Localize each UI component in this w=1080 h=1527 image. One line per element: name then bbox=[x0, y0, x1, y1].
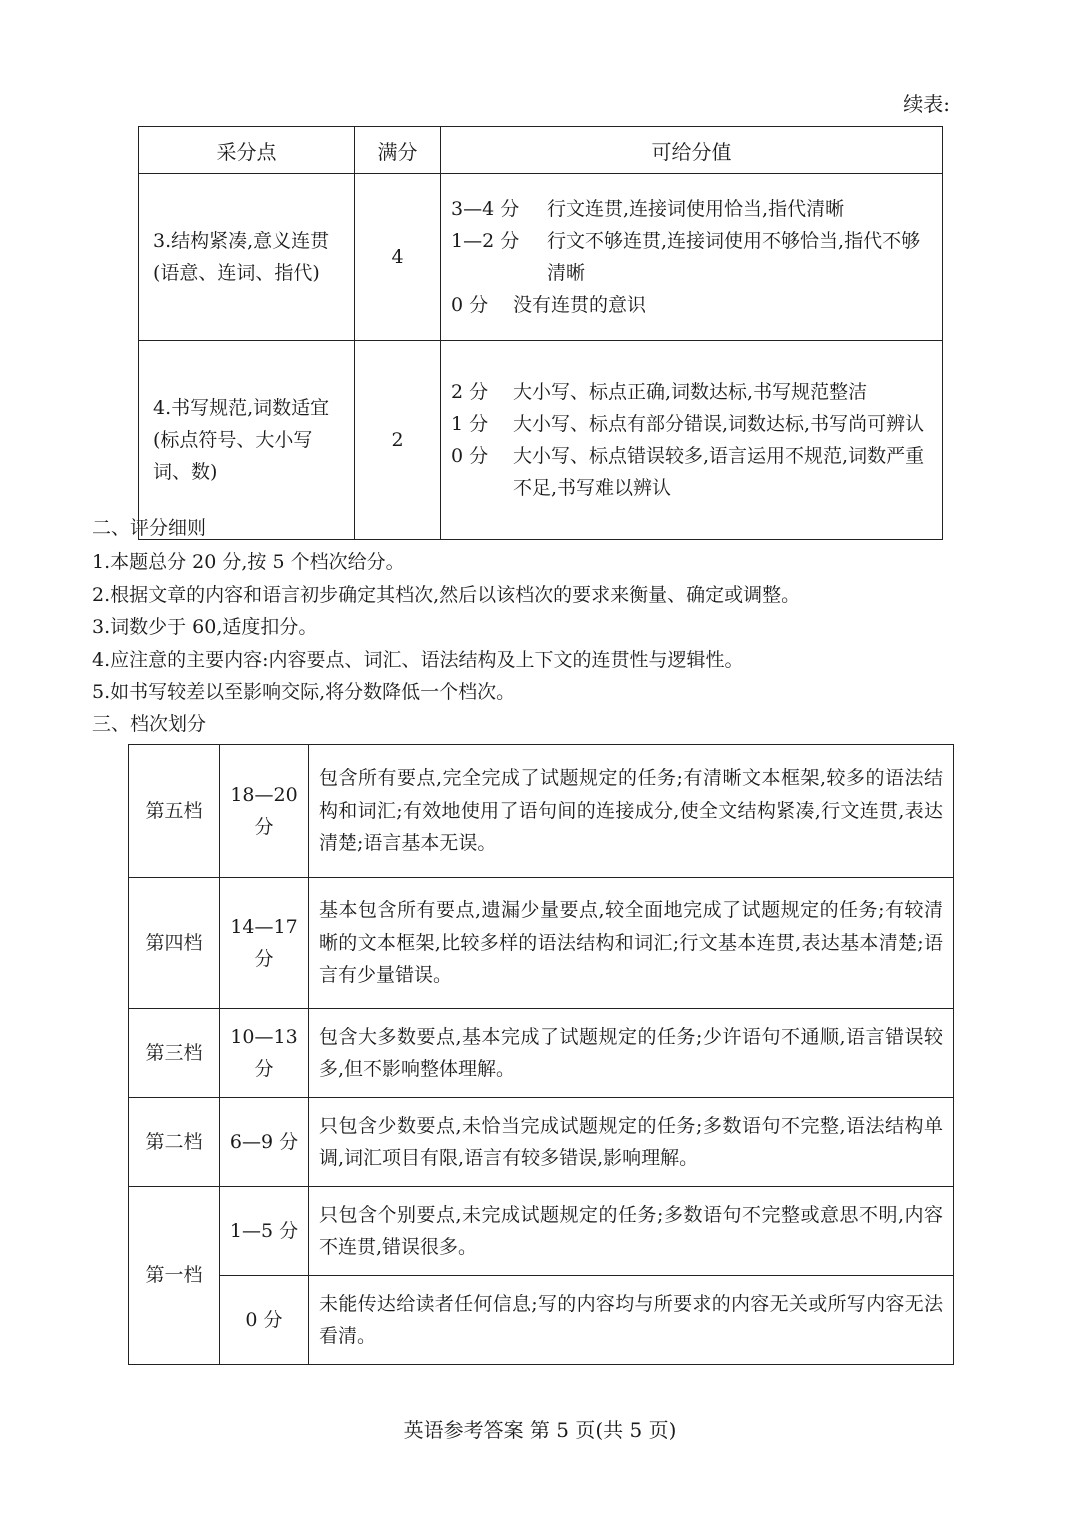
level-description: 基本包含所有要点,遗漏少量要点,较全面地完成了试题规定的任务;有较清晰的文本框架,比较多样的语法结构和词汇;行文基本连贯,表达基本清楚;语言有少量错误。 bbox=[309, 878, 954, 1009]
list-item: 3.词数少于 60,适度扣分。 bbox=[92, 616, 318, 638]
score-range: 3—4 分 bbox=[451, 198, 520, 220]
levels-table bbox=[128, 744, 954, 1365]
score-value-line bbox=[451, 376, 932, 408]
score-value-line bbox=[451, 193, 932, 225]
score-description: 大小写、标点正确,词数达标,书写规范整洁 bbox=[513, 381, 868, 403]
score-description: 大小写、标点错误较多,语言运用不规范,词数严重不足,书写难以辨认 bbox=[513, 445, 925, 499]
table-row bbox=[129, 1276, 954, 1365]
level-range: 14—17 分 bbox=[220, 878, 309, 1009]
level-range: 10—13 分 bbox=[220, 1009, 309, 1098]
level-name: 第二档 bbox=[129, 1098, 220, 1187]
table-row bbox=[139, 341, 943, 540]
scoring-rules-list bbox=[92, 546, 800, 709]
table-header-row bbox=[139, 127, 943, 174]
continued-label: 续表: bbox=[903, 92, 950, 116]
table-row bbox=[129, 1187, 954, 1276]
section-title-levels: 三、档次划分 bbox=[92, 713, 207, 735]
score-value-line bbox=[451, 225, 932, 289]
score-range: 1—2 分 bbox=[451, 230, 520, 252]
scoring-point-cell: 4.书写规范,词数适宜(标点符号、大小写词、数) bbox=[139, 341, 355, 540]
level-range: 0 分 bbox=[220, 1276, 309, 1365]
table-row bbox=[129, 745, 954, 878]
level-range: 18—20 分 bbox=[220, 745, 309, 878]
score-range: 1 分 bbox=[451, 413, 489, 435]
score-description: 行文连贯,连接词使用恰当,指代清晰 bbox=[547, 198, 845, 220]
level-range: 1—5 分 bbox=[220, 1187, 309, 1276]
table-row bbox=[139, 174, 943, 341]
score-values-cell bbox=[441, 174, 943, 341]
score-range: 2 分 bbox=[451, 381, 489, 403]
page-footer: 英语参考答案 第 5 页(共 5 页) bbox=[403, 1418, 677, 1442]
score-value-line bbox=[451, 289, 932, 321]
list-item: 2.根据文章的内容和语言初步确定其档次,然后以该档次的要求来衡量、确定或调整。 bbox=[92, 583, 801, 606]
score-range: 0 分 bbox=[451, 294, 489, 316]
score-values-cell bbox=[441, 341, 943, 540]
level-name: 第三档 bbox=[129, 1009, 220, 1098]
level-description: 未能传达给读者任何信息;写的内容均与所要求的内容无关或所写内容无法看清。 bbox=[309, 1276, 954, 1365]
full-score-cell: 2 bbox=[355, 341, 441, 540]
score-description: 行文不够连贯,连接词使用不够恰当,指代不够清晰 bbox=[547, 230, 921, 284]
scoring-points-table bbox=[138, 126, 943, 540]
table-row bbox=[129, 1098, 954, 1187]
header-full-score: 满分 bbox=[355, 127, 441, 174]
score-description: 没有连贯的意识 bbox=[513, 294, 647, 316]
score-value-line bbox=[451, 408, 932, 440]
score-description: 大小写、标点有部分错误,词数达标,书写尚可辨认 bbox=[513, 413, 925, 435]
level-description: 只包含个别要点,未完成试题规定的任务;多数语句不完整或意思不明,内容不连贯,错误很多。 bbox=[309, 1187, 954, 1276]
scoring-point-cell: 3.结构紧凑,意义连贯(语意、连词、指代) bbox=[139, 174, 355, 341]
score-value-line bbox=[451, 440, 932, 504]
level-description: 包含大多数要点,基本完成了试题规定的任务;少许语句不通顺,语言错误较多,但不影响整体理解。 bbox=[309, 1009, 954, 1098]
header-scoring-point: 采分点 bbox=[139, 127, 355, 174]
list-item: 4.应注意的主要内容:内容要点、词汇、语法结构及上下文的连贯性与逻辑性。 bbox=[92, 648, 744, 671]
level-name: 第一档 bbox=[129, 1187, 220, 1365]
table-row bbox=[129, 878, 954, 1009]
level-name: 第五档 bbox=[129, 745, 220, 878]
list-item: 5.如书写较差以至影响交际,将分数降低一个档次。 bbox=[92, 681, 516, 703]
header-score-values: 可给分值 bbox=[441, 127, 943, 174]
table-row bbox=[129, 1009, 954, 1098]
level-range: 6—9 分 bbox=[220, 1098, 309, 1187]
full-score-cell: 4 bbox=[355, 174, 441, 341]
level-name: 第四档 bbox=[129, 878, 220, 1009]
level-description: 只包含少数要点,未恰当完成试题规定的任务;多数语句不完整,语法结构单调,词汇项目有限,语言有较多错误,影响理解。 bbox=[309, 1098, 954, 1187]
level-description: 包含所有要点,完全完成了试题规定的任务;有清晰文本框架,较多的语法结构和词汇;有效地使用了语句间的连接成分,使全文结构紧凑,行文连贯,表达清楚;语言基本无误。 bbox=[309, 745, 954, 878]
list-item: 1.本题总分 20 分,按 5 个档次给分。 bbox=[92, 551, 405, 573]
section-title-scoring-rules: 二、评分细则 bbox=[92, 517, 207, 539]
score-range: 0 分 bbox=[451, 445, 489, 467]
